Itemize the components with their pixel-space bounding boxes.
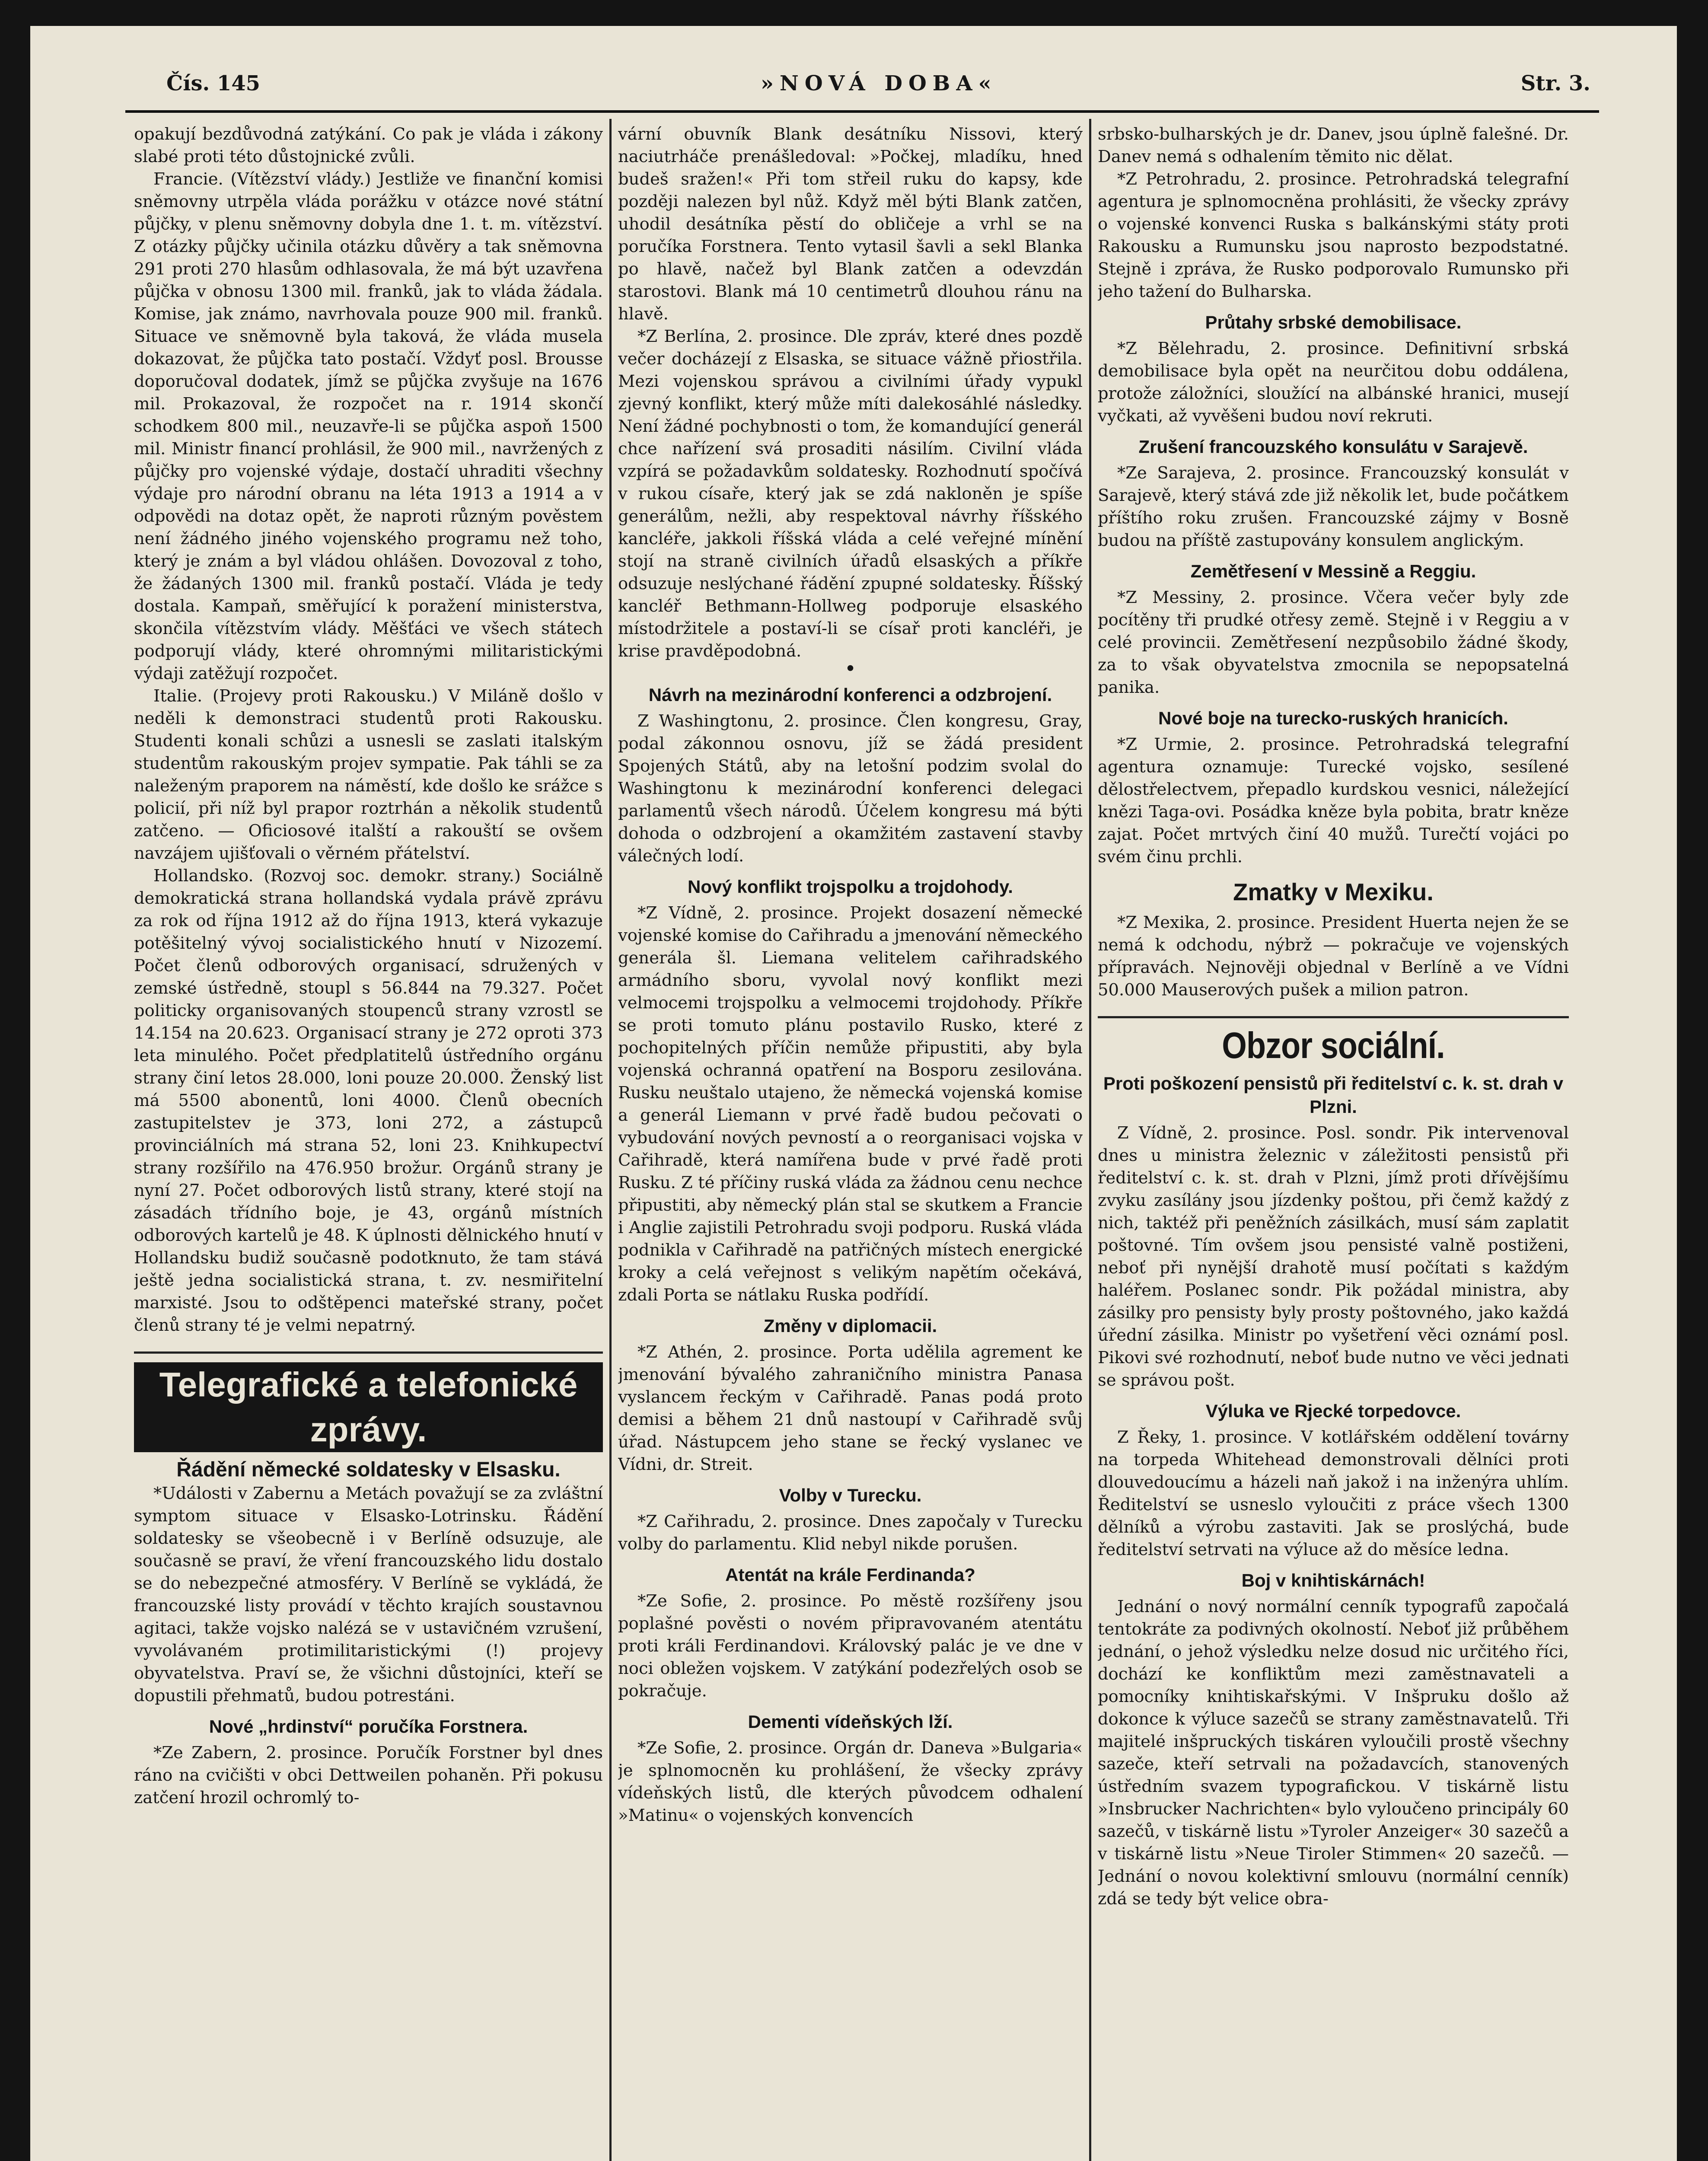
article-text: *Ze Sofie, 2. prosince. Po městě rozšířeny jsou poplašné pověsti o novém připravovaném atentátu proti králi Ferdinandovi. Královský palác je ve dne v noci obležen vojskem. V zatýkání podezřelých osob se pokračuje. — [618, 1591, 1083, 1701]
article-text: srbsko-bulharských je dr. Danev, jsou úplně falešné. Dr. Danev nemá s odhalením těmito nic dělat. — [1098, 124, 1569, 166]
headline: Nové „hrdinství“ poručíka Forstnera. — [209, 1716, 528, 1737]
article-francie: Francie. (Vítězství vlády.) Jestliže ve finanční komisi sněmovny utrpěla vláda porážku v otázce nové státní půjčky, v plenu sněmovny dobyla dne 1. t. m. vítězství. Z otázky půjčky učinila otázku důvěry a tak sněmovna 291 proti 270 hlasům odhlasovala, že má být uzavřena půjčka v obnosu 1300 mil. franků, jak to vláda žádala. Komise, jak známo, navrhovala pouze 900 mil. franků. Situace ve sněmovně byla taková, že vláda musela dokazovat, že půjčka tato postačí. Vždyť posl. Brousse doporučoval dodatek, jímž se půjčka zvyšuje na 1676 mil. Prokazoval, že rozpočet na r. 1914 skončí schodkem 800 mil., neuzavře-li se půjčka aspoň 1500 mil. Ministr financí prohlásil, že 900 mil., navržených z půjčky pro vojenské výdaje, dostačí uhraditi všechny výdaje pro národní obranu na léta 1913 a 1914 a v odpovědi na dotaz opět, že naproti různým pověstem není žádného jiného vojenského programu než toho, který je znám a byl vládou ohlášen. Dovozoval z toho, že žádaných 1300 mil. franků postačí. Vláda je tedy dostala. Kampaň, směřující k poražení ministerstva, skončila vítězstvím vlády. Měšťáci ve všech státech podporují vlády, které ohromnými militaristickými výdaji zatěžují rozpočet. — [134, 169, 603, 683]
article-text: *Z Cařihradu, 2. prosince. Dnes započaly v Turecku volby do parlamentu. Klid nebyl nikde porušen. — [618, 1512, 1083, 1554]
article-text: Z Washingtonu, 2. prosince. Člen kongresu, Gray, podal zákonnou osnovu, jíž se žádá president Spojených Států, aby na letošní podzim svolal do Washingtonu k mezinárodní konferenci delegaci parlamentů všech národů. Účelem kongresu má býti dohoda o odzbrojení a okamžitém zastavení stavby válečných lodí. — [618, 711, 1083, 866]
headline: Nové boje na turecko-ruských hranicích. — [1158, 708, 1508, 728]
separator-mark: • — [845, 659, 856, 679]
masthead: »NOVÁ DOBA« — [761, 71, 997, 96]
headline: Řádění německé soldatesky v Elsasku. — [176, 1458, 561, 1481]
article-text: Z Řeky, 1. prosince. V kotlářském oddělení továrny na torpeda Whitehead demonstrovali dělníci proti dlouvedoucímu a házeli naň jakož i na inženýra uhlím. Ředitelství se usneslo vyloučiti z práce všech 1300 dělníků a výrobu zastaviti. Jak se proslýchá, bude ředitelství setrvati na výluce až do měsíce ledna. — [1098, 1428, 1569, 1559]
headline: Zrušení francouzského konsulátu v Sarajevě. — [1138, 437, 1528, 457]
article-text: *Z Messiny, 2. prosince. Včera večer byly zde pocítěny tři prudké otřesy země. Stejně i v Reggiu a v celé provincii. Zemětřesení nezpůsobilo žádné škody, za to však obyvatelstva zmocnila se nepopsatelná panika. — [1098, 588, 1569, 697]
headline: Dementi vídeňských lží. — [748, 1712, 953, 1732]
article-text: *Z Bělehradu, 2. prosince. Definitivní srbská demobilisace byla opět na neurčitou dobu oddálena, protože záložníci, sloužící na albánské hranici, musejí vyčkati, až vyvěšeni budou noví rekruti. — [1098, 339, 1569, 426]
article-text: vární obuvník Blank desátníku Nissovi, který naciutrháče prenášledoval: »Počkej, mladíku, hned budeš sražen!« Při tom střeil ruku do kapsy, kde později nalezen byl nůž. Když měl býti Blank zatčen, uhodil desátníka pěstí do obličeje a vrhl se na poručíka Forstnera. Tento vytasil šavli a sekl Blanka po hlavě, načež byl Blank zatčen a odevzdán starostovi. Blank má 10 centimetrů dlouhou ránu na hlavě. — [618, 124, 1083, 324]
headline: Atentát na krále Ferdinanda? — [725, 1565, 975, 1585]
article-text: *Z Urmie, 2. prosince. Petrohradská telegrafní agentura oznamuje: Turecké vojsko, sesílené dělostřelectvem, přepadlo kurdskou vesnici, náležející knězi Taga-ovi. Posádka kněze byla pobita, bratr kněze zajat. Počet mrtvých činí 40 mužů. Turečtí vojáci po svém činu prchli. — [1098, 735, 1569, 867]
column-1 — [134, 123, 603, 2161]
article-text: Jednání o nový normální cenník typografů započalá tentokráte za podivných okolností. Neboť již průběhem jednání, o jehož výsledku nelze dosud nic určitého říci, dochází ke konfliktům mezi zaměstnavateli a pomocníky knihtiskařskými. V Inšpruku došlo až dokonce k výluce sazečů se strany zaměstnavatelů. Tři majitelé inšpruckých tiskáren vyloučili prostě všechny sazeče, kteří setrvali na požadavcích, stanovených ústředním svazem typografickou. V tiskárně listu »Insbrucker Nachrichten« bylo vyloučeno principály 60 sazečů, v tiskárně listu »Tyroler Anzeiger« 30 sazečů a v tiskárně listu »Neue Tiroler Stimmen« 20 sazečů. — Jednání o novou kolektivní smlouvu (normální cenník) zdá se tedy být velice obra- — [1098, 1597, 1569, 1909]
column-2 — [618, 123, 1083, 2161]
article-text: *Z Athén, 2. prosince. Porta udělila agrement ke jmenování bývalého zahraničního ministra Panasa vyslancem řeckým v Cařihradě. Panas podá proto demisi a během 21 dnů nastoupí v Cařihradě svůj úřad. Nástupcem jeho stane se řecký vyslanec ve Vídni, dr. Streit. — [618, 1342, 1083, 1474]
article-text: *Ze Zabern, 2. prosince. Poručík Forstner byl dnes ráno na cvičišti v obci Dettweilen pohaněn. Při pokusu zatčení hrozil ochromlý to- — [134, 1743, 603, 1807]
issue-number: Čís. 145 — [166, 71, 261, 96]
headline: Zmatky v Mexiku. — [1233, 878, 1434, 905]
headline: Výluka ve Rjecké torpedovce. — [1205, 1401, 1461, 1421]
article-text: *Z Vídně, 2. prosince. Projekt dosazení německé vojenské komise do Cařihradu a jmenování německého generála šl. Liemana velitelem cařihradského armádního sboru, vyvolal nový konflikt mezi velmocemi trojspolku a velmocemi trojdohody. Příkře se proti tomuto plánu postavilo Rusko, které z pochopitelných příčin nemůže připustiti, aby byla vojenská ochranná opatření na Bosporu zesilována. Rusku neuštalo utajeno, že německá vojenská komise a generál Liemann v prvé řadě budou pečovati o vybudování nových pevností a o reorganisaci vojska v Cařihradě, která namířena bude v prvé řadě proti Rusku. Z té příčiny ruská vláda za žádnou cenu nechce připustiti, aby německý plán stal se skutkem a Francie i Anglie zajistili Petrohradu svoji podporu. Ruská vláda podnikla v Cařihradě na patřičných místech energické kroky a celá veřejnost s velikým napětím očekává, zdali Porta se nátlaku Ruska podřídí. — [618, 903, 1083, 1305]
section-divider — [134, 1351, 603, 1354]
headline: Volby v Turecku. — [779, 1485, 922, 1505]
page-number: Str. 3. — [1520, 71, 1590, 96]
article-text: Z Vídně, 2. prosince. Posl. sondr. Pik intervenoval dnes u ministra železnic v záležitosti pensistů při ředitelství c. k. st. drah v Plzni, jímž proti dřívějšímu zvyku zasílány jsou jízdenky poštou, při čemž každý z nich, taktéž při peněžních zásilkách, musí sám zaplatit poštovné. Tím ovšem jsou pensisté valně postiženi, neboť při nynější drahotě musí počítati s každým haléřem. Poslanec sondr. Pik požádal ministra, aby zásilky pro pensisty byly prosty poštovného, jako každá úřední zásilka. Ministr po vyšetření věci oznámí posl. Pikovi své rozhodnutí, neboť bude nutno ve věci jednati se správou pošt. — [1098, 1123, 1569, 1390]
article-text: *Z Berlína, 2. prosince. Dle zpráv, které dnes pozdě večer docházejí z Elsaska, se situace vážně přiostřila. Mezi vojenskou správou a civilními úřady vypukl zjevný konflikt, který může míti dalekosáhlé následky. Není žádné pochybnosti o tom, že komandující generál chce nařízení svá prosaditi násilím. Civilní vláda vzpírá se požadavkům soldatesky. Rozhodnutí spočívá v rukou císaře, který jak se zdá nakloněn je spíše generálům, nežli, aby respektoval návrhy říšského kancléře, jakkoli říšská vláda a celé veřejné mínění stojí na straně civilních úřadů elsaských a příkře odsuzuje neslýchané řádění zpupné soldatesky. Říšský kancléř Bethmann-Hollweg podporuje elsaského místodržitele a postaví-li se císař proti kancléři, je krise pravděpodobná. — [618, 327, 1083, 661]
section-title: Obzor sociální. — [1222, 1024, 1445, 1066]
column-3 — [1098, 123, 1569, 2161]
article-text: *Ze Sofie, 2. prosince. Orgán dr. Daneva »Bulgaria« je splnomocněn ku prohlášení, že všecky zprávy vídeňských listů, dle kterých původcem odhalení »Matinu« o vojenských konvencích — [618, 1738, 1083, 1825]
headline: Návrh na mezinárodní konferenci a odzbrojení. — [648, 685, 1052, 705]
article-text: opakují bezdůvodná zatýkání. Co pak je vláda i zákony slabé proti této důstojnické zvůli. — [134, 124, 603, 166]
headline: Průtahy srbské demobilisace. — [1205, 312, 1462, 332]
column-rule-1 — [609, 119, 612, 2161]
column-rule-2 — [1089, 119, 1091, 2161]
article-italie: Italie. (Projevy proti Rakousku.) V Miláně došlo v neděli k demonstraci studentů proti Rakousku. Studenti konali schůzi a usnesli se zaslati italským studentům rakouským projev sympatie. Pak táhli se za naleženým praporem na náměstí, kde došlo ke srážce s policií, při níž byl prapor roztrhán a několik studentů zatčeno. — Oficiosové italští a rakouští se ovšem navzájem ujišťovali o věrném přátelství. — [134, 686, 603, 863]
article-text: *Z Mexika, 2. prosince. President Huerta nejen že se nemá k odchodu, nýbrž — pokračuje ve vojenských přípravách. Nejnověji objednal v Berlíně a ve Vídni 50.000 Mauserových pušek a milion patron. — [1098, 913, 1569, 1000]
headline: Proti poškození pensistů při ředitelství c. k. st. drah v Plzni. — [1103, 1073, 1564, 1117]
headline: Zemětřesení v Messině a Reggiu. — [1190, 561, 1476, 581]
headline: Boj v knihtiskárnách! — [1241, 1570, 1425, 1590]
section-banner: Telegrafické a telefonické zprávy. — [134, 1362, 603, 1452]
headline: Nový konflikt trojspolku a trojdohody. — [688, 877, 1013, 897]
page-header — [125, 71, 1599, 110]
article-text: *Ze Sarajeva, 2. prosince. Francouzský konsulát v Sarajevě, který stává zde již několik let, bude počátkem příštího roku zrušen. Francouzské zájmy v Bosně budou na příště zastupovány konsulem anglickým. — [1098, 463, 1569, 550]
section-divider — [1098, 1016, 1569, 1018]
article-hollandsko: Hollandsko. (Rozvoj soc. demokr. strany.) Sociálně demokratická strana hollandská vydala právě zprávu za rok od října 1912 až do října 1913, která vykazuje potěšitelný vývoj socialistického hnutí v Nizozemí. Počet členů odborových organisací, sdružených v zemské ústředně, stoupl s 56.844 na 79.327. Počet politicky organisovaných stoupenců strany vzrostl se 14.154 na 20.623. Organisací strany je 272 oproti 373 leta minulého. Počet předplatitelů ústředního orgánu strany činí letos 28.000, loni pouze 20.000. Ženský list má 5500 abonentů, loni 4000. Členů obecních zastupitelstev je 373, loni 272, a zástupců provinciálních má strana 52, loni 23. Knihkupectví strany rozšířilo na 476.950 brožur. Orgánů strany je nyní 27. Počet odborových listů strany, které stojí na zásadách třídního boje, je 43, orgánů místních odborových kartelů je 48. K úplnosti dělnického hnutí v Hollandsku budiž současně podotknuto, že tam stává ještě jedna socialistická strana, t. zv. nesmiřitelní marxisté. Jsou to odštěpenci mateřské strany, počet členů strany té je velmi nepatrný. — [134, 866, 603, 1335]
header-rule — [125, 110, 1599, 113]
article-text: *Události v Zabernu a Metách považují se za zvláštní symptom situace v Elsasko-Lotrinsku. Řádění soldatesky se všeobecně i v Berlíně odsuzuje, ale současně se praví, že vření francouzského lidu dostalo se do nebezpečné atmosféry. V Berlíně se vykládá, že francouzské listy provádí v těchto krajích soustavnou agitaci, takže vojsko nalézá se v ustavičném vzrušení, vyvolávaném protimilitaristickými (!) projevy obyvatelstva. Praví se, že všichni důstojníci, kteří se dopustili přehmatů, budou potrestáni. — [134, 1484, 603, 1705]
headline: Změny v diplomacii. — [763, 1316, 937, 1336]
newspaper-page — [30, 26, 1677, 2161]
article-text: *Z Petrohradu, 2. prosince. Petrohradská telegrafní agentura je splnomocněna prohlásiti, že všecky zprávy o vojenské konvenci Ruska s balkánskými státy proti Rakousku a Rumunsku jsou naprosto bezpodstatné. Stejně i zpráva, že Rusko podporovalo Rumunsko při jeho tažení do Bulharska. — [1098, 169, 1569, 301]
